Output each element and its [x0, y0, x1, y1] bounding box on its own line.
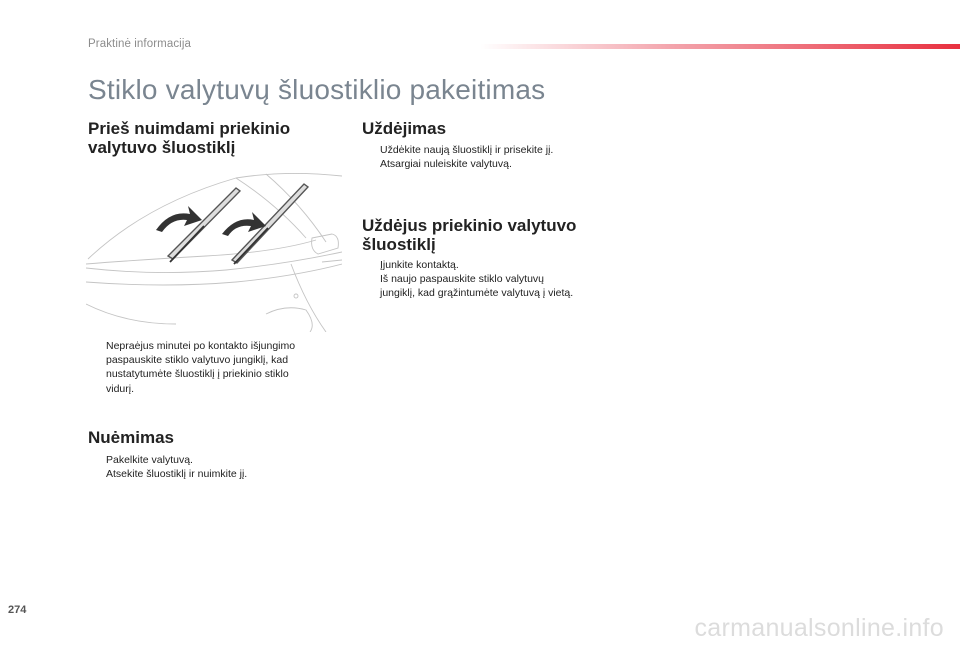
list-item — [88, 339, 338, 396]
step-line: Įjunkite kontaktą. — [380, 259, 459, 271]
step-line: paspauskite stiklo valytuvo jungiklį, kad — [106, 354, 289, 367]
heading-before-removal — [88, 119, 290, 157]
heading-fitting: Uždėjimas — [362, 119, 447, 138]
list-item — [362, 143, 622, 157]
wiper-illustration — [86, 164, 342, 332]
heading-before-removal-line1: Prieš nuimdami priekinio — [88, 119, 291, 138]
removal-steps — [88, 453, 338, 481]
heading-after-fitting-line1: Uždėjus priekinio valytuvo — [362, 216, 577, 235]
header-accent-bar — [480, 44, 960, 49]
page-number: 274 — [8, 604, 27, 616]
watermark: carmanualsonline.info — [694, 614, 944, 642]
step-line: jungiklį, kad grąžintumėte valytuvą į vietą. — [380, 287, 574, 300]
step-line: vidurį. — [106, 382, 135, 395]
heading-before-removal-line2: valytuvo šluostiklį — [88, 138, 236, 157]
step-line: Atsargiai nuleiskite valytuvą. — [380, 158, 512, 171]
list-item — [88, 467, 338, 481]
before-removal-steps — [88, 339, 338, 396]
step-line: Iš naujo paspauskite stiklo valytuvų — [380, 273, 545, 286]
list-item — [362, 258, 632, 272]
list-item — [362, 157, 622, 171]
heading-after-fitting-line2: šluostiklį — [362, 235, 436, 254]
fitting-steps — [362, 143, 622, 171]
list-item — [88, 453, 338, 467]
step-line: Atsekite šluostiklį ir nuimkite jį. — [106, 468, 248, 481]
list-item — [362, 272, 632, 300]
heading-after-fitting — [362, 216, 576, 254]
step-line: Nepraėjus minutei po kontakto išjungimo — [106, 340, 296, 352]
section-label: Praktinė informacija — [88, 38, 191, 50]
step-line: Pakelkite valytuvą. — [106, 454, 193, 466]
step-line: nustatytumėte šluostiklį į priekinio stiklo — [106, 368, 289, 381]
page-title: Stiklo valytuvų šluostiklio pakeitimas — [88, 74, 546, 105]
after-fitting-steps — [362, 258, 632, 301]
step-line: Uždėkite naują šluostiklį ir prisekite jį. — [380, 144, 554, 156]
heading-removal: Nuėmimas — [88, 428, 174, 447]
